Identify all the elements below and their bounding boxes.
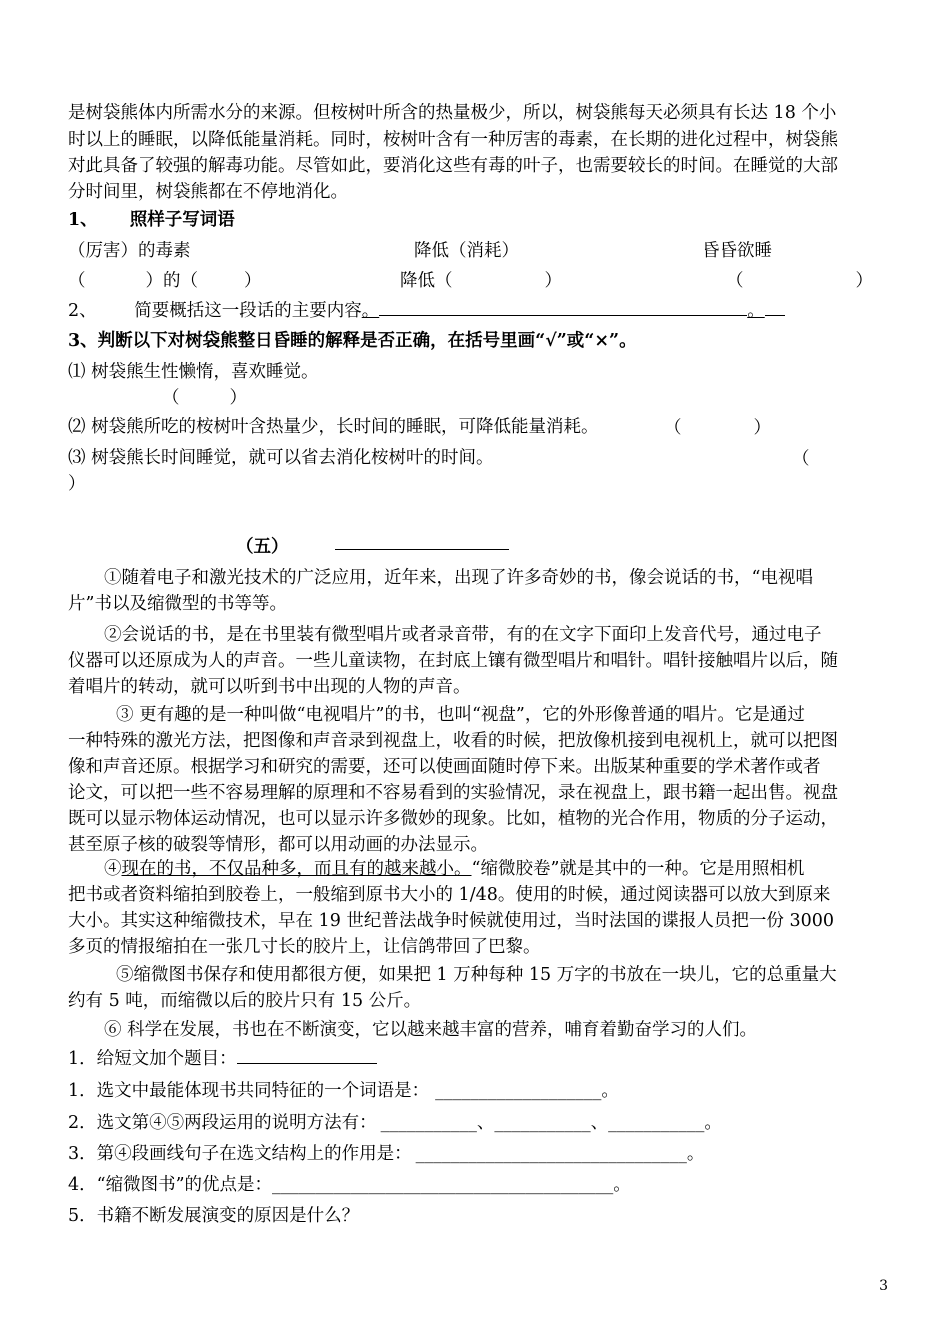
para-line: 着唱片的转动，就可以听到书中出现的人物的声音。 <box>68 677 471 697</box>
answer-blank[interactable]: _______________________________________ <box>272 1175 614 1195</box>
passage-line: 分时间里，树袋熊都在不停地消化。 <box>68 182 348 202</box>
answer-blanks[interactable]: ___________、___________、___________。 <box>380 1113 722 1133</box>
judge-item: ⑵ 树袋熊所吃的桉树叶含热量少，长时间的睡眠，可降低能量消耗。 <box>68 417 599 437</box>
bracket[interactable]: ） <box>68 474 86 494</box>
bracket: （ <box>726 271 744 291</box>
answer-line[interactable] <box>765 297 785 316</box>
question-3-heading: 3、判断以下对树袋熊整日昏睡的解释是否正确，在括号里画“√”或“×”。 <box>68 331 637 351</box>
period: 。 <box>686 1144 705 1164</box>
para-line: 论文，可以把一些不容易理解的原理和不容易看到的实验情况，录在视盘上，跟书籍一起出售。视盘 <box>68 783 838 803</box>
answer-blank[interactable]: ___________________ <box>435 1081 602 1101</box>
example-word: 昏昏欲睡 <box>702 241 772 261</box>
answer-blank[interactable]: _______________________________ <box>415 1144 687 1164</box>
page-number: 3 <box>879 1278 888 1294</box>
question-1 <box>68 1078 888 1104</box>
para-line: 既可以显示物体运动情况，也可以显示许多微妙的现象。比如，植物的光合作用，物质的分子运动， <box>68 809 838 829</box>
para-line: 甚至原子核的破裂等情形，都可以用动画的办法显示。 <box>68 835 488 855</box>
example-word: （厉害）的毒素 <box>68 241 191 261</box>
fill-blank-2[interactable] <box>400 267 562 292</box>
question-number: 1、 <box>68 210 98 230</box>
bracket: ）的（ <box>145 271 198 291</box>
question-text: 1．选文中最能体现书共同特征的一个词语是： <box>68 1081 430 1101</box>
answer-paren[interactable] <box>664 414 771 439</box>
fill-blank-1[interactable] <box>68 267 262 292</box>
para-line: ⑥ 科学在发展，书也在不断演变，它以越来越丰富的营养，哺育着勤奋学习的人们。 <box>104 1020 758 1040</box>
para-line: 一种特殊的激光方法，把图像和声音录到视盘上，收看的时候，把放像机接到电视机上，就可以把图 <box>68 731 838 751</box>
question-2 <box>68 297 888 324</box>
para-line: 大小。其实这种缩微技术，早在 19 世纪普法战争时候就使用过，当时法国的谍报人员把一份 3000 <box>68 911 834 931</box>
para-line: 像和声音还原。根据学习和研究的需要，还可以使画面随时停下来。出版某种重要的学术著作或者 <box>68 757 821 777</box>
period: 。 <box>747 301 765 321</box>
bracket[interactable]: （ <box>792 449 810 469</box>
question-text: 3．第④段画线句子在选文结构上的作用是： <box>68 1144 412 1164</box>
answer-paren[interactable] <box>162 384 247 409</box>
para-line: 多页的情报缩拍在一张几寸长的胶片上，让信鸽带回了巴黎。 <box>68 937 541 957</box>
answer-line[interactable] <box>379 297 747 316</box>
passage-line: 是树袋熊体内所需水分的来源。但桉树叶所含的热量极少，所以，树袋熊每天必须具有长达 18 个小 <box>68 103 837 123</box>
para-text: “缩微胶卷”就是其中的一种。它是用照相机 <box>471 859 805 879</box>
judge-item: ⑶ 树袋熊长时间睡觉，就可以省去消化桉树叶的时间。 <box>68 448 494 468</box>
fill-blank-3[interactable] <box>726 267 873 292</box>
bracket: ） <box>544 271 562 291</box>
question-number: 2、 <box>68 301 97 321</box>
bracket: ） <box>855 271 873 291</box>
question-text: 简要概括这一段话的主要内容 <box>134 301 362 321</box>
judge-item: ⑴ 树袋熊生性懒惰，喜欢睡觉。 <box>68 362 319 382</box>
bracket: （ <box>162 388 180 408</box>
passage-line: 时以上的睡眠，以降低能量消耗。同时，桉树叶含有一种厉害的毒素，在长期的进化过程中，树袋熊 <box>68 130 838 150</box>
underlined-sentence: 现在的书，不仅品种多，而且有的越来越小。 <box>121 859 472 879</box>
para-line: ②会说话的书，是在书里装有微型唱片或者录音带，有的在文字下面印上发音代号，通过电子 <box>104 625 822 645</box>
bracket: （ <box>68 271 86 291</box>
section-heading: （五） <box>236 537 289 557</box>
question-4 <box>68 1172 888 1198</box>
title-blank-line[interactable] <box>335 549 509 550</box>
passage-line: 对此具备了较强的解毒功能。尽管如此，要消化这些有毒的叶子，也需要较长的时间。在睡觉的大部 <box>68 156 838 176</box>
para-line: 片”书以及缩微型的书等等。 <box>68 594 287 614</box>
period: 。 <box>601 1081 619 1101</box>
question-1-heading <box>68 207 888 233</box>
para-line: ③ 更有趣的是一种叫做“电视唱片”的书，也叫“视盘”，它的外形像普通的唱片。它是通过 <box>116 705 805 725</box>
question-3 <box>68 1141 888 1167</box>
question-5: 5．书籍不断发展演变的原因是什么？ <box>68 1206 360 1226</box>
para-number: ④ <box>104 859 122 879</box>
period: 。 <box>613 1175 631 1195</box>
answer-line[interactable] <box>237 1045 377 1064</box>
para-line: ①随着电子和激光技术的广泛应用，近年来，出现了许多奇妙的书，像会说话的书，“电视唱 <box>104 568 813 588</box>
question-title-prompt <box>68 1045 888 1072</box>
question-text: 2．选文第④⑤两段运用的说明方法有： <box>68 1113 377 1133</box>
bracket: （ <box>664 418 682 438</box>
para-line <box>104 856 888 882</box>
para-line: 仪器可以还原成为人的声音。一些儿童读物，在封底上镶有微型唱片和唱针。唱针接触唱片以后，随 <box>68 651 838 671</box>
bracket: ） <box>244 271 262 291</box>
bracket: 降低（ <box>400 271 453 291</box>
question-text: 4．“缩微图书”的优点是： <box>68 1175 273 1195</box>
question-text: 1．给短文加个题目： <box>68 1049 237 1069</box>
example-word: 降低（消耗） <box>414 241 519 261</box>
bracket: ） <box>753 418 771 438</box>
question-title: 照样子写词语 <box>129 210 235 230</box>
bracket: ） <box>229 388 247 408</box>
period: 。 <box>361 301 380 321</box>
para-line: 约有 5 吨，而缩微以后的胶片只有 15 公斤。 <box>68 991 422 1011</box>
question-2 <box>68 1110 888 1136</box>
para-line: ⑤缩微图书保存和使用都很方便，如果把 1 万种每种 15 万字的书放在一块儿，它的总重量大 <box>116 965 837 985</box>
para-line: 把书或者资料缩拍到胶卷上，一般缩到原书大小的 1/48。使用的时候，通过阅读器可以放大到原来 <box>68 885 831 905</box>
